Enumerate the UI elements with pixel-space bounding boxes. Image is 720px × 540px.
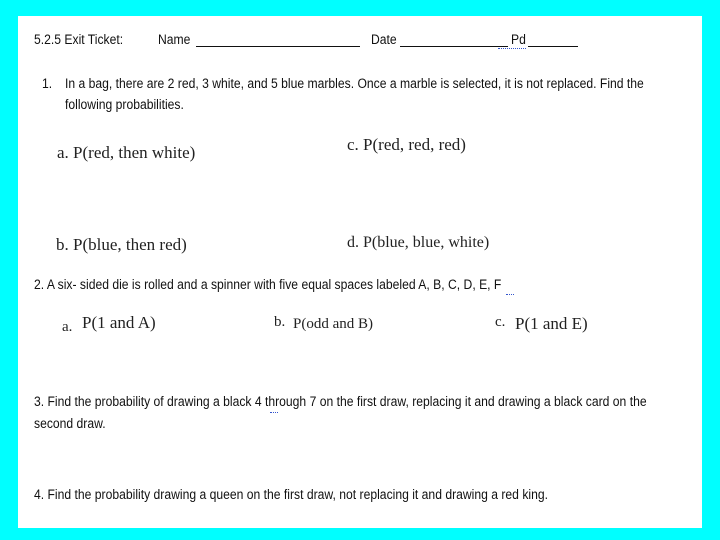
date-blank-line <box>400 46 508 47</box>
pd-blank-line <box>528 46 578 47</box>
spellcheck-underline <box>506 291 514 295</box>
q2-part-c-letter: c. <box>495 314 506 330</box>
date-label: Date <box>371 32 397 47</box>
q1-text-line2: following probabilities. <box>65 97 184 112</box>
q3-text-line1: 3. Find the probability of drawing a black 4 through 7 on the first draw, replacing it and drawing a black card on the <box>34 394 647 409</box>
q1-part-c: c. P(red, red, red) <box>347 135 466 154</box>
q2-part-b-letter: b. <box>274 314 286 330</box>
q4-text: 4. Find the probability drawing a queen on the first draw, not replacing it and drawing a red king. <box>34 487 548 502</box>
q2-part-c: P(1 and E) <box>515 314 588 333</box>
q1-part-b: b. P(blue, then red) <box>56 235 187 254</box>
q2-part-a: P(1 and A) <box>82 313 156 332</box>
name-label: Name <box>158 32 191 47</box>
q2-text: 2. A six- sided die is rolled and a spinner with five equal spaces labeled A, B, C, D, E, F <box>34 277 502 292</box>
q1-part-d: d. P(blue, blue, white) <box>347 234 490 251</box>
q1-text-line1: In a bag, there are 2 red, 3 white, and 5 blue marbles. Once a marble is selected, it is not replaced. Find the <box>65 76 644 91</box>
worksheet-title: 5.2.5 Exit Ticket: <box>34 32 124 47</box>
spellcheck-underline <box>270 409 278 413</box>
q2-part-b: P(odd and B) <box>293 316 373 332</box>
pd-label: Pd <box>511 32 526 47</box>
worksheet-page <box>18 16 702 528</box>
q2-part-a-letter: a. <box>62 319 73 335</box>
name-blank-line <box>196 46 360 47</box>
q1-part-a: a. P(red, then white) <box>57 143 196 162</box>
spellcheck-underline <box>498 45 526 49</box>
q1-number: 1. <box>42 76 53 91</box>
q3-text-line2: second draw. <box>34 416 106 431</box>
